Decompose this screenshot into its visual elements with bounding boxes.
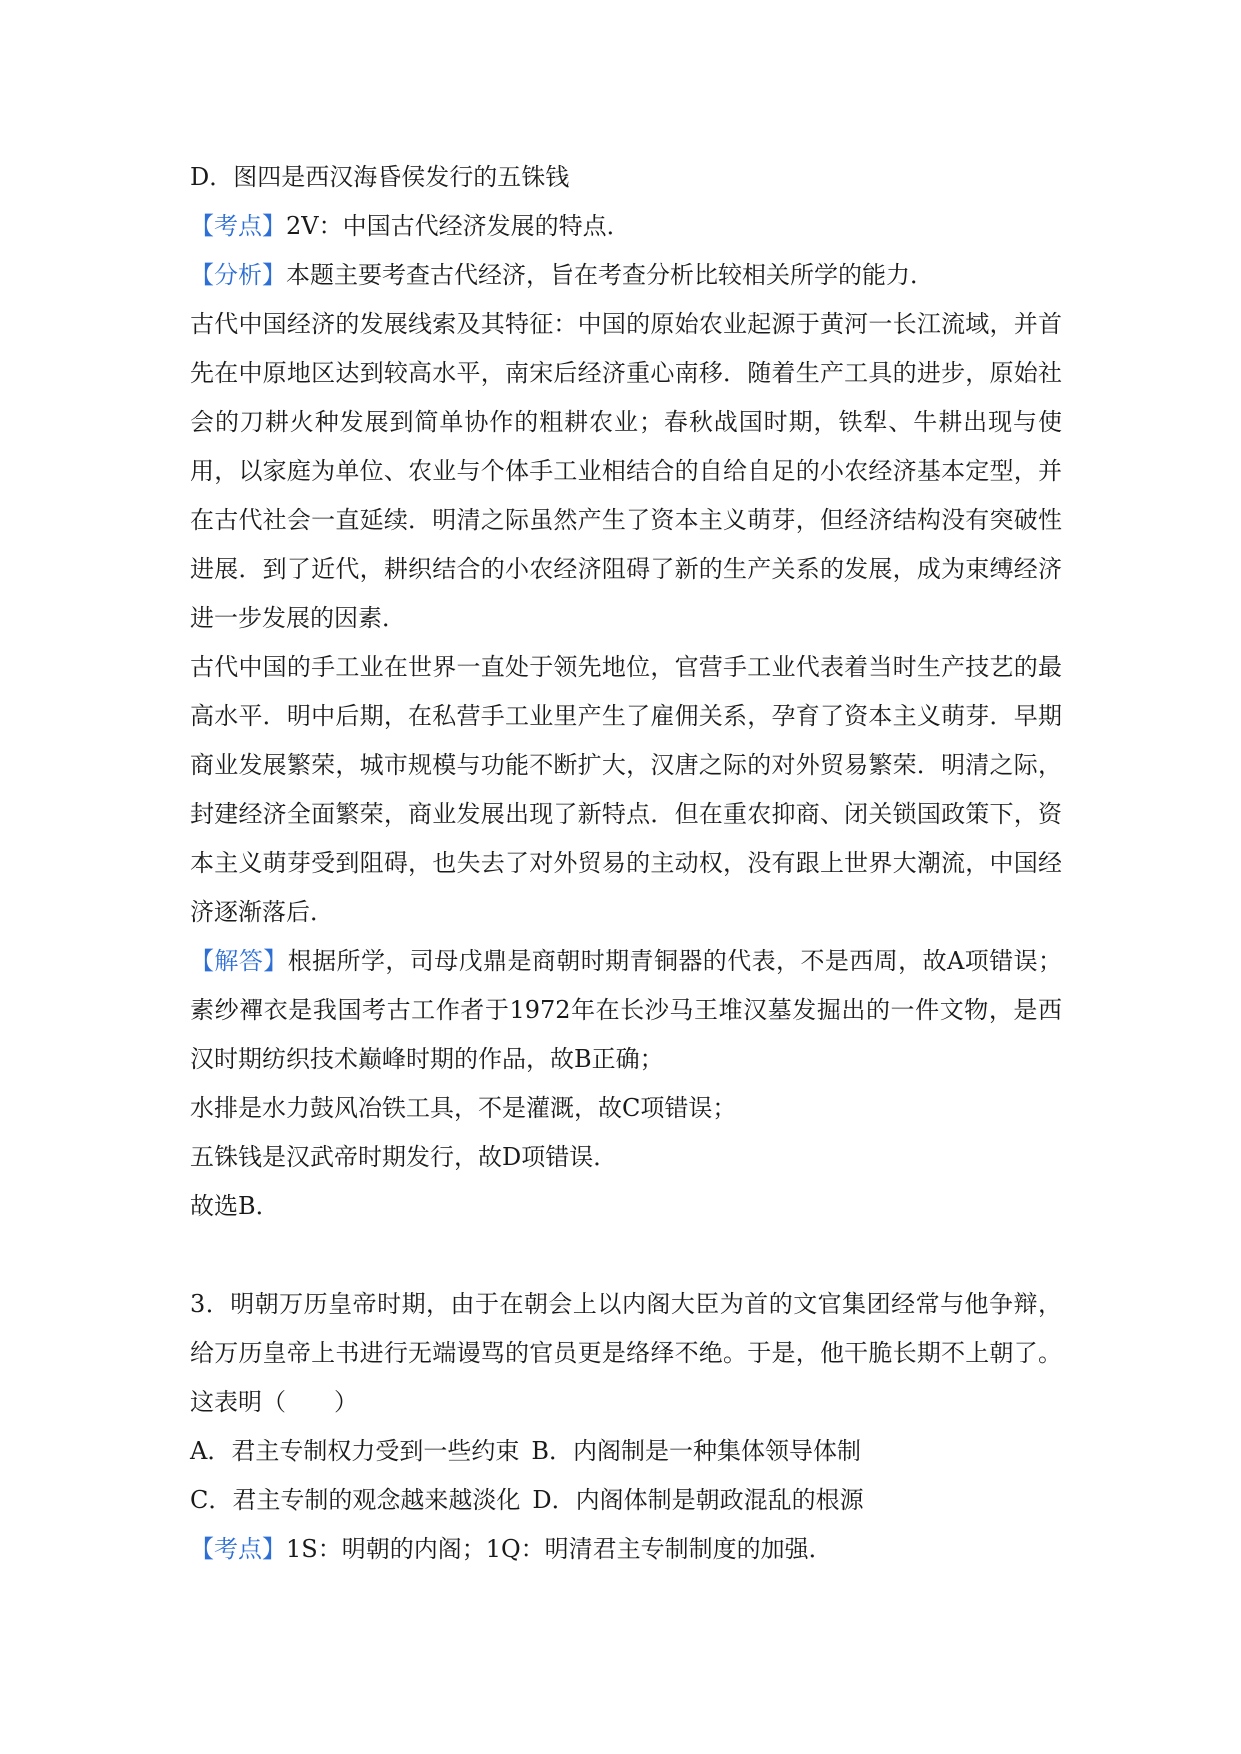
jieda-tag: 【解答】 <box>190 947 288 975</box>
q2-jieda <box>190 937 1062 1084</box>
section-gap <box>190 1231 1062 1280</box>
kaodian-text: 1S：明朝的内阁；1Q：明清君主专制制度的加强． <box>286 1535 833 1563</box>
q3-option-d: D．内阁体制是朝政混乱的根源 <box>532 1486 864 1514</box>
q2-line-d: 五铢钱是汉武帝时期发行，故D项错误． <box>190 1143 618 1171</box>
q2-analysis-paragraph-1: 古代中国经济的发展线索及其特征：中国的原始农业起源于黄河一长江流域，并首先在中原地区达到较高水平，南宋后经济重心南移．随着生产工具的进步，原始社会的刀耕火种发展到简单协作的粗耕农业；春秋战国时期，铁犁、牛耕出现与使用，以家庭为单位、农业与个体手工业相结合的自给自足的小农经济基本定型，并在古代社会一直延续．明清之际虽然产生了资本主义萌芽，但经济结构没有突破性进展．到了近代，耕织结合的小农经济阻碍了新的生产关系的发展，成为束缚经济进一步发展的因素． <box>190 310 1062 632</box>
fenxi-tag: 【分析】 <box>190 261 286 289</box>
kaodian-text: 2V：中国古代经济发展的特点． <box>286 212 631 240</box>
q2-answer: 故选B． <box>190 1192 280 1220</box>
option-d-previous: D．图四是西汉海昏侯发行的五铢钱 <box>190 163 570 191</box>
q2-analysis-paragraph-2: 古代中国的手工业在世界一直处于领先地位，官营手工业代表着当时生产技艺的最高水平．明中后期，在私营手工业里产生了雇佣关系，孕育了资本主义萌芽．早期商业发展繁荣，城市规模与功能不断扩大，汉唐之际的对外贸易繁荣．明清之际，封建经济全面繁荣，商业发展出现了新特点．但在重农抑商、闭关锁国政策下，资本主义萌芽受到阻碍，也失去了对外贸易的主动权，没有跟上世界大潮流，中国经济逐渐落后． <box>190 653 1062 926</box>
jieda-text: 根据所学，司母戊鼎是商朝时期青铜器的代表，不是西周，故A项错误；素纱襌衣是我国考古工作者于1972年在长沙马王堆汉墓发掘出的一件文物，是西汉时期纺织技术巅峰时期的作品，故B正确； <box>190 947 1062 1073</box>
q3-question: 3．明朝万历皇帝时期，由于在朝会上以内阁大臣为首的文官集团经常与他争辩，给万历皇帝上书进行无端谩骂的官员更是络绎不绝。于是，他干脆长期不上朝了。这表明（ ） <box>190 1290 1062 1416</box>
fenxi-text: 本题主要考查古代经济，旨在考查分析比较相关所学的能力． <box>286 261 934 289</box>
q3-kaodian <box>190 1525 1062 1574</box>
kaodian-tag: 【考点】 <box>190 212 286 240</box>
q3-option-b: B．内阁制是一种集体领导体制 <box>531 1437 861 1465</box>
page-content <box>190 153 1062 1574</box>
q3-options-row-2 <box>190 1476 1062 1525</box>
q3-option-c: C．君主专制的观念越来越淡化 <box>190 1486 521 1514</box>
q2-kaodian <box>190 202 1062 251</box>
q3-options-row-1 <box>190 1427 1062 1476</box>
kaodian-tag: 【考点】 <box>190 1535 286 1563</box>
q2-fenxi <box>190 251 1062 300</box>
q3-option-a: A．君主专制权力受到一些约束 <box>190 1437 520 1465</box>
q2-line-c: 水排是水力鼓风冶铁工具，不是灌溉，故C项错误； <box>190 1094 737 1122</box>
